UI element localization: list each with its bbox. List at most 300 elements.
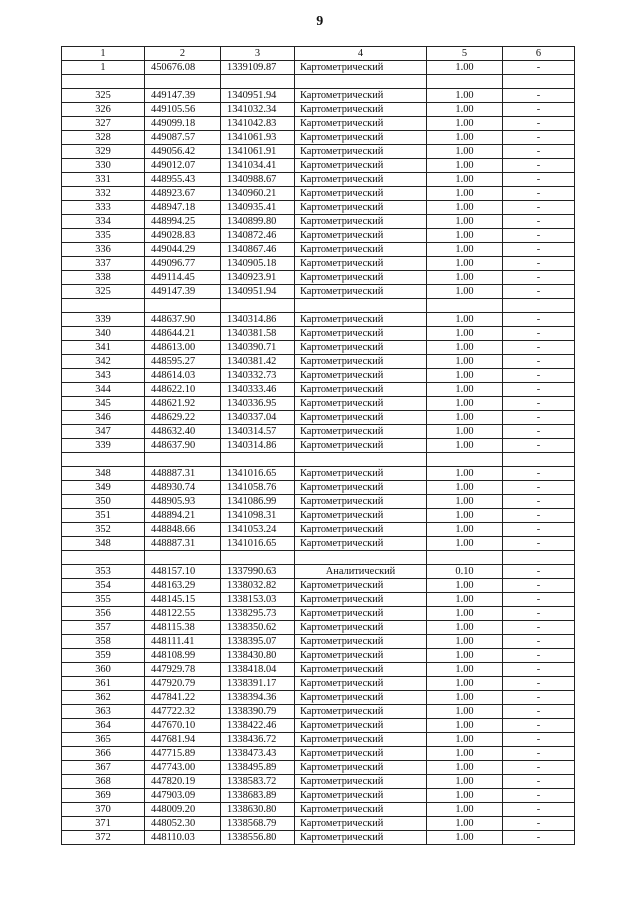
point-number-cell: 328	[62, 131, 145, 145]
y-coordinate-cell: 1338630.80	[221, 803, 295, 817]
method-cell: Картометрический	[295, 817, 427, 831]
y-coordinate-cell: 1338556.80	[221, 831, 295, 845]
x-coordinate-cell: 448637.90	[145, 439, 221, 453]
table-row	[62, 607, 575, 621]
x-coordinate-cell: 447681.94	[145, 733, 221, 747]
method-cell: Картометрический	[295, 831, 427, 845]
x-coordinate-cell: 448614.03	[145, 369, 221, 383]
point-number-cell: 1	[62, 61, 145, 75]
method-cell: Картометрический	[295, 187, 427, 201]
accuracy-cell: 1.00	[427, 705, 503, 719]
table-row	[62, 775, 575, 789]
accuracy-cell: 1.00	[427, 593, 503, 607]
method-cell: Картометрический	[295, 383, 427, 397]
table-row	[62, 243, 575, 257]
point-number-cell: 355	[62, 593, 145, 607]
accuracy-cell: 1.00	[427, 327, 503, 341]
accuracy-cell: 1.00	[427, 817, 503, 831]
table-row	[62, 663, 575, 677]
header-cell: 5	[427, 47, 503, 61]
x-coordinate-cell: 448629.22	[145, 411, 221, 425]
y-coordinate-cell: 1338583.72	[221, 775, 295, 789]
point-number-cell: 354	[62, 579, 145, 593]
note-cell: -	[503, 257, 575, 271]
blank-cell	[295, 75, 427, 89]
table-row	[62, 145, 575, 159]
table-row	[62, 495, 575, 509]
table-row	[62, 705, 575, 719]
point-number-cell: 357	[62, 621, 145, 635]
y-coordinate-cell: 1338390.79	[221, 705, 295, 719]
x-coordinate-cell: 449147.39	[145, 89, 221, 103]
method-cell: Картометрический	[295, 257, 427, 271]
method-cell: Картометрический	[295, 789, 427, 803]
table-row	[62, 803, 575, 817]
accuracy-cell: 1.00	[427, 677, 503, 691]
x-coordinate-cell: 448930.74	[145, 481, 221, 495]
y-coordinate-cell: 1341016.65	[221, 467, 295, 481]
method-cell: Картометрический	[295, 621, 427, 635]
method-cell: Картометрический	[295, 677, 427, 691]
note-cell: -	[503, 733, 575, 747]
x-coordinate-cell: 448923.67	[145, 187, 221, 201]
point-number-cell: 367	[62, 761, 145, 775]
y-coordinate-cell: 1340381.42	[221, 355, 295, 369]
blank-cell	[295, 299, 427, 313]
x-coordinate-cell: 449056.42	[145, 145, 221, 159]
point-number-cell: 372	[62, 831, 145, 845]
table-row	[62, 271, 575, 285]
blank-cell	[221, 453, 295, 467]
table-row	[62, 341, 575, 355]
accuracy-cell: 1.00	[427, 355, 503, 369]
point-number-cell: 348	[62, 537, 145, 551]
point-number-cell: 363	[62, 705, 145, 719]
note-cell: -	[503, 467, 575, 481]
point-number-cell: 325	[62, 285, 145, 299]
table-row	[62, 439, 575, 453]
method-cell: Картометрический	[295, 117, 427, 131]
table-row	[62, 761, 575, 775]
y-coordinate-cell: 1341032.34	[221, 103, 295, 117]
point-number-cell: 370	[62, 803, 145, 817]
y-coordinate-cell: 1341042.83	[221, 117, 295, 131]
accuracy-cell: 1.00	[427, 495, 503, 509]
method-cell: Картометрический	[295, 579, 427, 593]
note-cell: -	[503, 481, 575, 495]
method-cell: Картометрический	[295, 691, 427, 705]
accuracy-cell: 1.00	[427, 271, 503, 285]
blank-cell	[503, 75, 575, 89]
note-cell: -	[503, 509, 575, 523]
note-cell: -	[503, 579, 575, 593]
table-row	[62, 383, 575, 397]
table-row	[62, 593, 575, 607]
note-cell: -	[503, 397, 575, 411]
method-cell: Картометрический	[295, 61, 427, 75]
accuracy-cell: 1.00	[427, 131, 503, 145]
note-cell: -	[503, 243, 575, 257]
x-coordinate-cell: 449114.45	[145, 271, 221, 285]
x-coordinate-cell: 448163.29	[145, 579, 221, 593]
accuracy-cell: 1.00	[427, 383, 503, 397]
blank-cell	[503, 299, 575, 313]
point-number-cell: 331	[62, 173, 145, 187]
x-coordinate-cell: 447743.00	[145, 761, 221, 775]
accuracy-cell: 1.00	[427, 733, 503, 747]
point-number-cell: 342	[62, 355, 145, 369]
y-coordinate-cell: 1341061.93	[221, 131, 295, 145]
table-row	[62, 691, 575, 705]
accuracy-cell: 1.00	[427, 509, 503, 523]
blank-cell	[295, 453, 427, 467]
blank-cell	[62, 551, 145, 565]
method-cell: Картометрический	[295, 593, 427, 607]
table-row	[62, 747, 575, 761]
y-coordinate-cell: 1338430.80	[221, 649, 295, 663]
point-number-cell: 333	[62, 201, 145, 215]
point-number-cell: 340	[62, 327, 145, 341]
x-coordinate-cell: 447841.22	[145, 691, 221, 705]
point-number-cell: 339	[62, 439, 145, 453]
x-coordinate-cell: 448052.30	[145, 817, 221, 831]
x-coordinate-cell: 448905.93	[145, 495, 221, 509]
header-cell: 2	[145, 47, 221, 61]
point-number-cell: 362	[62, 691, 145, 705]
method-cell: Картометрический	[295, 397, 427, 411]
note-cell: -	[503, 187, 575, 201]
note-cell: -	[503, 355, 575, 369]
note-cell: -	[503, 201, 575, 215]
point-number-cell: 365	[62, 733, 145, 747]
y-coordinate-cell: 1338391.17	[221, 677, 295, 691]
y-coordinate-cell: 1338032.82	[221, 579, 295, 593]
method-cell: Картометрический	[295, 215, 427, 229]
point-number-cell: 325	[62, 89, 145, 103]
x-coordinate-cell: 448613.00	[145, 341, 221, 355]
note-cell: -	[503, 215, 575, 229]
point-number-cell: 352	[62, 523, 145, 537]
y-coordinate-cell: 1341053.24	[221, 523, 295, 537]
note-cell: -	[503, 495, 575, 509]
method-cell: Картометрический	[295, 439, 427, 453]
method-cell: Картометрический	[295, 719, 427, 733]
y-coordinate-cell: 1340332.73	[221, 369, 295, 383]
table-row	[62, 817, 575, 831]
blank-cell	[145, 551, 221, 565]
x-coordinate-cell: 449087.57	[145, 131, 221, 145]
method-cell: Картометрический	[295, 635, 427, 649]
x-coordinate-cell: 449105.56	[145, 103, 221, 117]
table-row	[62, 117, 575, 131]
note-cell: -	[503, 523, 575, 537]
note-cell: -	[503, 817, 575, 831]
y-coordinate-cell: 1340951.94	[221, 285, 295, 299]
accuracy-cell: 1.00	[427, 159, 503, 173]
accuracy-cell: 1.00	[427, 341, 503, 355]
blank-separator-row	[62, 453, 575, 467]
y-coordinate-cell: 1340336.95	[221, 397, 295, 411]
blank-cell	[145, 299, 221, 313]
point-number-cell: 349	[62, 481, 145, 495]
table-body	[62, 61, 575, 845]
method-cell: Картометрический	[295, 761, 427, 775]
header-cell: 6	[503, 47, 575, 61]
header-cell: 1	[62, 47, 145, 61]
table-row	[62, 201, 575, 215]
note-cell: -	[503, 607, 575, 621]
accuracy-cell: 1.00	[427, 243, 503, 257]
note-cell: -	[503, 775, 575, 789]
accuracy-cell: 1.00	[427, 691, 503, 705]
point-number-cell: 350	[62, 495, 145, 509]
blank-cell	[145, 75, 221, 89]
x-coordinate-cell: 448110.03	[145, 831, 221, 845]
accuracy-cell: 1.00	[427, 173, 503, 187]
table-row	[62, 509, 575, 523]
y-coordinate-cell: 1341034.41	[221, 159, 295, 173]
table-row	[62, 103, 575, 117]
blank-cell	[427, 299, 503, 313]
table-row	[62, 131, 575, 145]
x-coordinate-cell: 448848.66	[145, 523, 221, 537]
blank-cell	[427, 551, 503, 565]
method-cell: Картометрический	[295, 355, 427, 369]
y-coordinate-cell: 1340333.46	[221, 383, 295, 397]
point-number-cell: 371	[62, 817, 145, 831]
x-coordinate-cell: 449147.39	[145, 285, 221, 299]
y-coordinate-cell: 1340867.46	[221, 243, 295, 257]
header-cell: 4	[295, 47, 427, 61]
accuracy-cell: 1.00	[427, 369, 503, 383]
note-cell: -	[503, 411, 575, 425]
table-row	[62, 355, 575, 369]
blank-separator-row	[62, 551, 575, 565]
accuracy-cell: 1.00	[427, 775, 503, 789]
accuracy-cell: 1.00	[427, 285, 503, 299]
method-cell: Картометрический	[295, 537, 427, 551]
point-number-cell: 327	[62, 117, 145, 131]
accuracy-cell: 1.00	[427, 803, 503, 817]
accuracy-cell: 1.00	[427, 425, 503, 439]
y-coordinate-cell: 1338295.73	[221, 607, 295, 621]
table-row	[62, 61, 575, 75]
point-number-cell: 351	[62, 509, 145, 523]
y-coordinate-cell: 1340951.94	[221, 89, 295, 103]
table-row	[62, 369, 575, 383]
accuracy-cell: 1.00	[427, 187, 503, 201]
note-cell: -	[503, 803, 575, 817]
point-number-cell: 343	[62, 369, 145, 383]
table-row	[62, 565, 575, 579]
accuracy-cell: 1.00	[427, 481, 503, 495]
x-coordinate-cell: 447920.79	[145, 677, 221, 691]
method-cell: Картометрический	[295, 173, 427, 187]
method-cell: Картометрический	[295, 341, 427, 355]
method-cell: Картометрический	[295, 705, 427, 719]
accuracy-cell: 1.00	[427, 789, 503, 803]
method-cell: Картометрический	[295, 481, 427, 495]
table-row	[62, 215, 575, 229]
x-coordinate-cell: 448108.99	[145, 649, 221, 663]
method-cell: Картометрический	[295, 131, 427, 145]
note-cell: -	[503, 621, 575, 635]
accuracy-cell: 1.00	[427, 61, 503, 75]
accuracy-cell: 1.00	[427, 663, 503, 677]
table-row	[62, 719, 575, 733]
method-cell: Картометрический	[295, 369, 427, 383]
accuracy-cell: 1.00	[427, 103, 503, 117]
accuracy-cell: 1.00	[427, 215, 503, 229]
y-coordinate-cell: 1339109.87	[221, 61, 295, 75]
x-coordinate-cell: 449044.29	[145, 243, 221, 257]
table-row	[62, 621, 575, 635]
accuracy-cell: 1.00	[427, 467, 503, 481]
y-coordinate-cell: 1340960.21	[221, 187, 295, 201]
x-coordinate-cell: 449099.18	[145, 117, 221, 131]
accuracy-cell: 1.00	[427, 439, 503, 453]
y-coordinate-cell: 1338395.07	[221, 635, 295, 649]
note-cell: -	[503, 229, 575, 243]
table-header-row	[62, 47, 575, 61]
point-number-cell: 341	[62, 341, 145, 355]
note-cell: -	[503, 425, 575, 439]
x-coordinate-cell: 447722.32	[145, 705, 221, 719]
x-coordinate-cell: 448122.55	[145, 607, 221, 621]
method-cell: Картометрический	[295, 467, 427, 481]
table-row	[62, 425, 575, 439]
note-cell: -	[503, 327, 575, 341]
y-coordinate-cell: 1338350.62	[221, 621, 295, 635]
accuracy-cell: 1.00	[427, 537, 503, 551]
x-coordinate-cell: 447820.19	[145, 775, 221, 789]
blank-cell	[295, 551, 427, 565]
point-number-cell: 364	[62, 719, 145, 733]
method-cell: Картометрический	[295, 523, 427, 537]
blank-cell	[62, 75, 145, 89]
y-coordinate-cell: 1341061.91	[221, 145, 295, 159]
y-coordinate-cell: 1340872.46	[221, 229, 295, 243]
method-cell: Картометрический	[295, 103, 427, 117]
accuracy-cell: 1.00	[427, 649, 503, 663]
point-number-cell: 334	[62, 215, 145, 229]
y-coordinate-cell: 1338153.03	[221, 593, 295, 607]
method-cell: Картометрический	[295, 775, 427, 789]
accuracy-cell: 1.00	[427, 747, 503, 761]
y-coordinate-cell: 1341098.31	[221, 509, 295, 523]
y-coordinate-cell: 1338436.72	[221, 733, 295, 747]
note-cell: -	[503, 761, 575, 775]
point-number-cell: 332	[62, 187, 145, 201]
x-coordinate-cell: 447670.10	[145, 719, 221, 733]
method-cell: Картометрический	[295, 229, 427, 243]
method-cell: Картометрический	[295, 495, 427, 509]
x-coordinate-cell: 449096.77	[145, 257, 221, 271]
method-cell: Картометрический	[295, 313, 427, 327]
table-row	[62, 677, 575, 691]
point-number-cell: 366	[62, 747, 145, 761]
point-number-cell: 329	[62, 145, 145, 159]
x-coordinate-cell: 448887.31	[145, 537, 221, 551]
point-number-cell: 330	[62, 159, 145, 173]
y-coordinate-cell: 1340905.18	[221, 257, 295, 271]
y-coordinate-cell: 1340899.80	[221, 215, 295, 229]
point-number-cell: 345	[62, 397, 145, 411]
table-row	[62, 411, 575, 425]
x-coordinate-cell: 447929.78	[145, 663, 221, 677]
table-row	[62, 481, 575, 495]
note-cell: -	[503, 341, 575, 355]
method-cell: Картометрический	[295, 733, 427, 747]
x-coordinate-cell: 448632.40	[145, 425, 221, 439]
y-coordinate-cell: 1338422.46	[221, 719, 295, 733]
x-coordinate-cell: 448009.20	[145, 803, 221, 817]
method-cell: Аналитический	[295, 565, 427, 579]
x-coordinate-cell: 448621.92	[145, 397, 221, 411]
y-coordinate-cell: 1340390.71	[221, 341, 295, 355]
y-coordinate-cell: 1341016.65	[221, 537, 295, 551]
accuracy-cell: 0.10	[427, 565, 503, 579]
note-cell: -	[503, 565, 575, 579]
note-cell: -	[503, 537, 575, 551]
y-coordinate-cell: 1337990.63	[221, 565, 295, 579]
table-row	[62, 257, 575, 271]
accuracy-cell: 1.00	[427, 145, 503, 159]
table-row	[62, 789, 575, 803]
accuracy-cell: 1.00	[427, 411, 503, 425]
note-cell: -	[503, 747, 575, 761]
point-number-cell: 336	[62, 243, 145, 257]
accuracy-cell: 1.00	[427, 761, 503, 775]
point-number-cell: 348	[62, 467, 145, 481]
method-cell: Картометрический	[295, 89, 427, 103]
x-coordinate-cell: 448894.21	[145, 509, 221, 523]
method-cell: Картометрический	[295, 509, 427, 523]
point-number-cell: 344	[62, 383, 145, 397]
blank-cell	[62, 453, 145, 467]
table-row	[62, 89, 575, 103]
accuracy-cell: 1.00	[427, 117, 503, 131]
point-number-cell: 356	[62, 607, 145, 621]
blank-separator-row	[62, 299, 575, 313]
point-number-cell: 346	[62, 411, 145, 425]
x-coordinate-cell: 448637.90	[145, 313, 221, 327]
method-cell: Картометрический	[295, 201, 427, 215]
note-cell: -	[503, 383, 575, 397]
note-cell: -	[503, 719, 575, 733]
point-number-cell: 337	[62, 257, 145, 271]
table-row	[62, 327, 575, 341]
method-cell: Картометрический	[295, 411, 427, 425]
x-coordinate-cell: 448947.18	[145, 201, 221, 215]
blank-separator-row	[62, 75, 575, 89]
accuracy-cell: 1.00	[427, 831, 503, 845]
note-cell: -	[503, 677, 575, 691]
table-row	[62, 173, 575, 187]
point-number-cell: 359	[62, 649, 145, 663]
method-cell: Картометрический	[295, 159, 427, 173]
note-cell: -	[503, 271, 575, 285]
y-coordinate-cell: 1338495.89	[221, 761, 295, 775]
y-coordinate-cell: 1338473.43	[221, 747, 295, 761]
blank-cell	[221, 75, 295, 89]
blank-cell	[427, 75, 503, 89]
table-row	[62, 229, 575, 243]
note-cell: -	[503, 173, 575, 187]
table-row	[62, 537, 575, 551]
table-row	[62, 159, 575, 173]
accuracy-cell: 1.00	[427, 89, 503, 103]
